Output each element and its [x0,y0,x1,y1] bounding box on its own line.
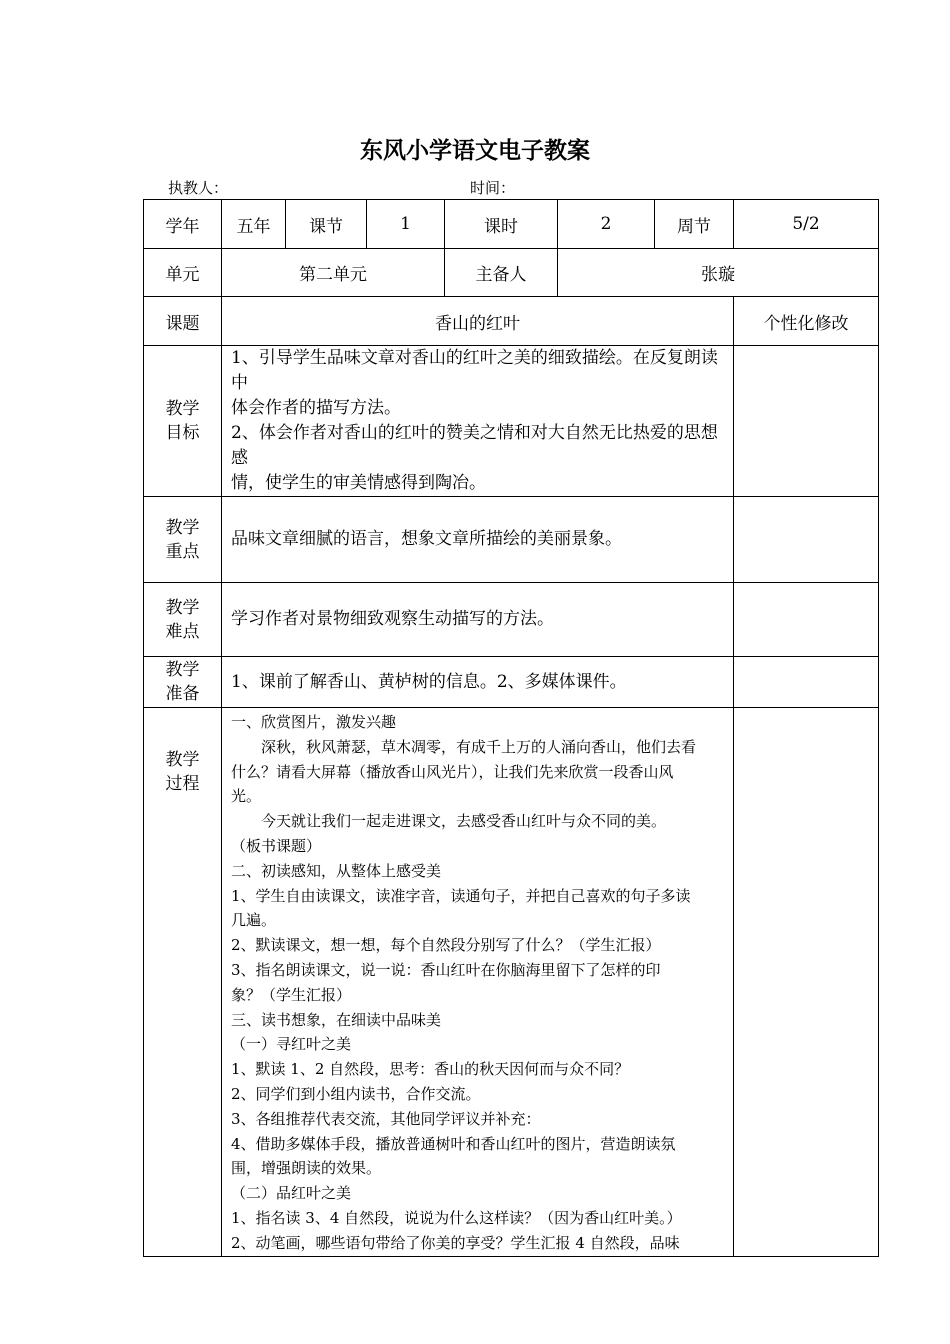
process-line: 1、学生自由读课文，读准字音，读通句子，并把自己喜欢的句子多读 [231,886,691,905]
process-line: 3、各组推荐代表交流，其他同学评议并补充： [231,1109,541,1128]
period-value: 2 [558,200,655,249]
difficulty-label-line-1: 教学 [165,597,200,618]
process-line: 围，增强朗读的效果。 [231,1159,382,1178]
process-line: 深秋，秋风萧瑟，草木凋零，有成千上万的人涌向香山，他们去看 [231,737,697,756]
process-line: 2、动笔画，哪些语句带给了你美的享受？学生汇报 4 自然段，品味 [231,1233,680,1252]
topic-value: 香山的红叶 [222,297,734,346]
difficulty-label-line-2: 难点 [165,621,200,642]
section-value: 1 [367,200,445,249]
process-line: 三、读书想象，在细读中品味美 [231,1010,442,1029]
prep-text: 1、课前了解香山、黄栌树的信息。2、多媒体课件。 [222,657,734,708]
difficulty-custom-cell [734,583,879,657]
goals-text [222,346,734,497]
goals-label-line-1: 教学 [165,399,200,419]
teacher-label: 执教人： [168,179,229,197]
week-label: 周节 [655,200,734,249]
process-label [144,708,222,1257]
lead-value: 张璇 [558,249,879,297]
goals-line: 情，使学生的审美情感得到陶冶。 [231,473,486,493]
process-label-line-1: 教学 [165,750,200,770]
process-line: 光。 [231,787,262,806]
process-line: 一、欣赏图片，激发兴趣 [231,713,397,731]
focus-custom-cell [734,497,879,583]
process-line: 2、同学们到小组内读书，合作交流。 [231,1084,481,1103]
week-value: 5/2 [734,200,879,249]
process-label-line-2: 过程 [165,774,200,794]
focus-text: 品味文章细腻的语言，想象文章所描绘的美丽景象。 [222,497,734,583]
info-row-1 [144,200,879,249]
time-label: 时间： [470,179,516,197]
grade-label: 学年 [144,200,222,249]
goals-row [144,346,879,497]
focus-label-line-1: 教学 [165,517,200,538]
goals-label-line-2: 目标 [165,423,200,443]
process-line: 几遍。 [231,911,277,930]
unit-label: 单元 [144,249,222,297]
topic-row [144,297,879,346]
prep-label [144,657,222,708]
goals-line: 体会作者的描写方法。 [231,398,401,418]
process-line: 2、默读课文，想一想，每个自然段分别写了什么？（学生汇报） [231,936,661,955]
process-line: 1、指名读 3、4 自然段，说说为什么这样读？（因为香山红叶美。） [231,1208,682,1227]
prep-label-line-1: 教学 [165,660,200,680]
process-line: 二、初读感知，从整体上感受美 [231,861,442,880]
process-line: 今天就让我们一起走进课文，去感受香山红叶与众不同的美。 [231,812,667,831]
process-line: 什么？请看大屏幕（播放香山风光片），让我们先来欣赏一段香山风 [231,762,674,781]
period-label: 课时 [445,200,558,249]
process-line: 4、借助多媒体手段，播放普通树叶和香山红叶的图片，营造朗读氛 [231,1134,676,1153]
prep-custom-cell [734,657,879,708]
info-row-2 [144,249,879,297]
goals-line: 1、引导学生品味文章对香山的红叶之美的细致描绘。在反复朗读中 [231,348,718,393]
goals-line: 2、体会作者对香山的红叶的赞美之情和对大自然无比热爱的思想感 [231,423,718,468]
goals-label [144,346,222,497]
process-line: 象？（学生汇报） [231,985,352,1004]
focus-label [144,497,222,583]
lesson-plan-table [143,199,879,1257]
unit-value: 第二单元 [222,249,445,297]
focus-label-line-2: 重点 [165,541,200,562]
difficulty-label [144,583,222,657]
focus-row [144,497,879,583]
topic-label: 课题 [144,297,222,346]
process-line: （板书课题） [231,836,322,855]
difficulty-row [144,583,879,657]
process-line: 3、指名朗读课文，说一说：香山红叶在你脑海里留下了怎样的印 [231,960,661,979]
custom-label: 个性化修改 [734,297,879,346]
process-row [144,708,879,1257]
prep-row [144,657,879,708]
difficulty-text: 学习作者对景物细致观察生动描写的方法。 [222,583,734,657]
goals-custom-cell [734,346,879,497]
process-line: （一）寻红叶之美 [231,1035,352,1054]
lead-label: 主备人 [445,249,558,297]
section-label: 课节 [286,200,367,249]
document-title: 东风小学语文电子教案 [360,138,590,164]
process-line: （二）品红叶之美 [231,1184,352,1203]
process-custom-cell [734,708,879,1257]
prep-label-line-2: 准备 [165,684,200,704]
process-line: 1、默读 1、2 自然段，思考：香山的秋天因何而与众不同？ [231,1060,630,1079]
grade-value: 五年 [222,200,286,249]
process-text [222,708,734,1257]
